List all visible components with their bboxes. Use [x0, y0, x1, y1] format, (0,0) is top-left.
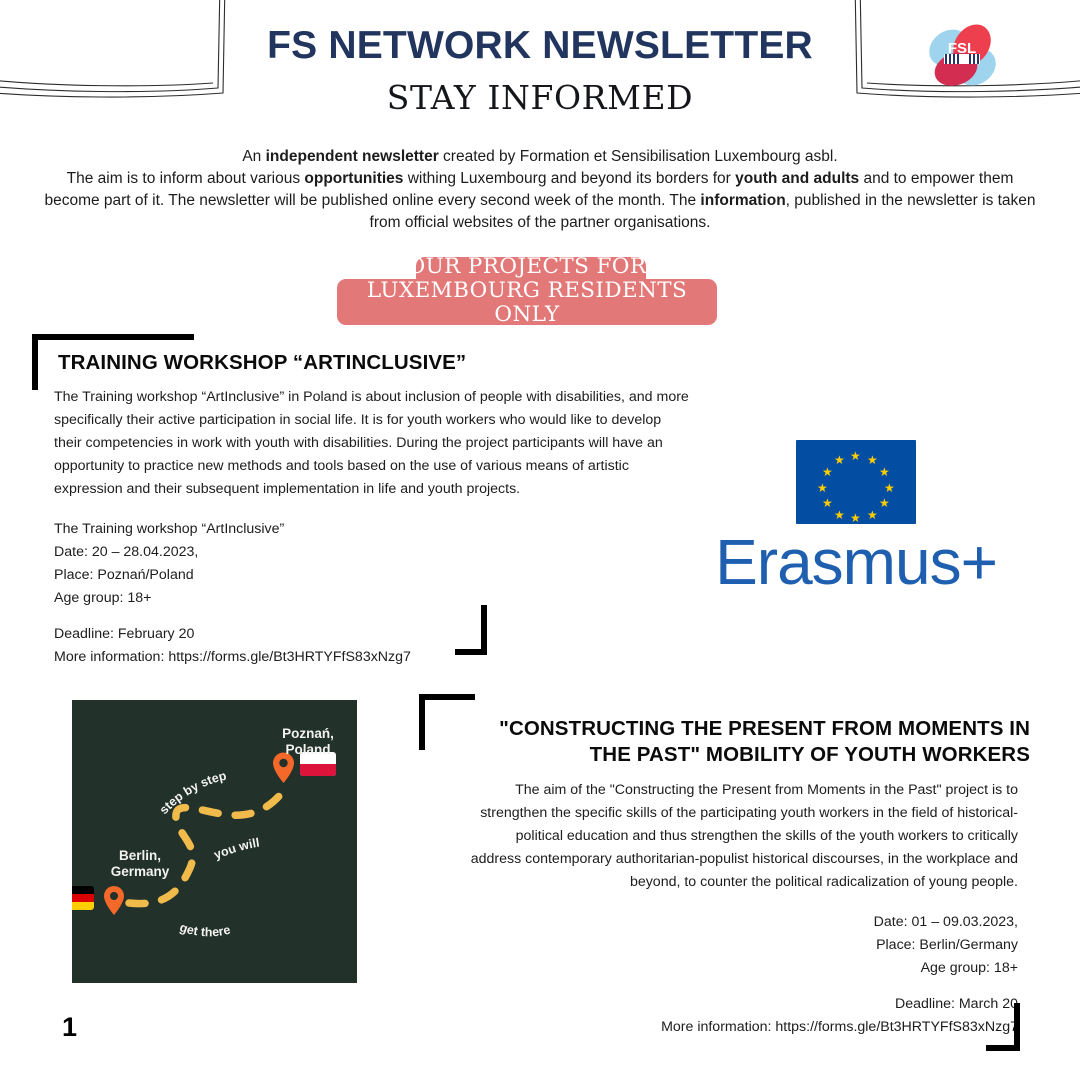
page-number: 1 [62, 1012, 78, 1042]
project1-detail-title: The Training workshop “ArtInclusive” [54, 521, 285, 537]
fsl-logo-text: FSL [947, 40, 977, 57]
masthead [0, 26, 1080, 117]
project2-heading [430, 716, 1030, 768]
map-label-you-will: you will [211, 835, 261, 863]
page-title: FS NETWORK NEWSLETTER [267, 24, 813, 67]
project1-bottom-bracket [455, 605, 487, 655]
erasmus-plus-logo [706, 440, 1006, 598]
project1-place: Place: Poznań/Poland [54, 567, 194, 583]
map-destination-label [262, 726, 354, 757]
map-label-get-there: get there [177, 920, 232, 940]
map-origin-line2: Germany [110, 863, 170, 879]
project2-heading-line2: THE PAST" MOBILITY OF YOUTH WORKERS [589, 742, 1030, 766]
page-subtitle: STAY INFORMED [386, 77, 694, 117]
intro-line1-suffix: created by Formation et Sensibilisation Luxembourg asbl. [438, 148, 838, 165]
project2-heading-line1: "CONSTRUCTING THE PRESENT FROM MOMENTS IN [499, 717, 1030, 740]
project2-more-info[interactable]: More information: https://forms.gle/Bt3HRTYFfS83xNzg7 [661, 1019, 1018, 1035]
svg-text:you will [212, 836, 260, 862]
map-label-step-by-step: step by step [156, 768, 228, 817]
project2-age: Age group: 18+ [920, 960, 1018, 976]
spacer [54, 610, 514, 623]
intro-paragraph [40, 146, 1040, 234]
intro-emphasis-information: information [700, 192, 786, 209]
intro-line2-suffix: , published in the newsletter is taken from official websites of the partner organisations. [369, 192, 1036, 231]
map-destination-line2: Poland [285, 741, 331, 757]
intro-line2-prefix: The aim is to inform about various [66, 170, 305, 187]
intro-emphasis-opportunities: opportunities [304, 170, 404, 187]
banner-line-2: LUXEMBOURG RESIDENTS ONLY [366, 277, 688, 328]
project1-paragraph: The Training workshop “ArtInclusive” in Poland is about inclusion of people with disabilities, and more specifically their active participation in social life. It is for youth workers who would like to develop their competencies in work with youth with disabilities. During the project participants will have an opportunity to practice new methods and tools based on the use of various means of artistic expression and their subsequent implementation in life and youth projects. [54, 389, 689, 497]
project2-place: Place: Berlin/Germany [876, 937, 1018, 953]
intro-line2-mid2: and to empower them become part of it. The newsletter will be published online every second week of the month. The [44, 170, 1014, 209]
map-destination-line1: Poznań, [282, 726, 334, 741]
map-origin-line1: Berlin, [118, 848, 161, 863]
page-bottom-bracket [986, 1003, 1020, 1051]
projects-banner [337, 253, 717, 328]
route-map-image [72, 700, 357, 983]
erasmus-wordmark: Erasmus+ [715, 526, 997, 598]
intro-line2-mid1: withing Luxembourg and beyond its borders for [403, 170, 736, 187]
project1-more-info[interactable]: More information: https://forms.gle/Bt3HRTYFfS83xNzg7 [54, 649, 411, 665]
project2-details [566, 911, 1018, 1039]
banner-line-1: OUR PROJECTS FOR [407, 253, 647, 279]
germany-flag-icon [72, 886, 94, 910]
project1-heading: TRAINING WORKSHOP “ARTINCLUSIVE” [58, 351, 467, 374]
spacer [566, 980, 1018, 993]
intro-emphasis-newsletter: independent newsletter [265, 148, 439, 165]
intro-emphasis-youth: youth and adults [735, 170, 860, 187]
eu-flag-icon: ★ ★ ★ ★ ★ ★ ★ ★ ★ ★ ★ ★ [796, 440, 916, 524]
project2-paragraph: The aim of the "Constructing the Present from Moments in the Past" project is to strengthen the specific skills of the participating youth workers in the field of historical-political education and thus strengthen the skills of the youth workers to critically address contemporary authoritarian-populist historical discourses, in the workplace and beyond, to counter the political radicalization of young people. [470, 782, 1018, 890]
svg-text:get there [178, 920, 232, 939]
pin-berlin-icon [104, 886, 124, 915]
map-origin-label [92, 848, 188, 879]
project1-date: Date: 20 – 28.04.2023, [54, 544, 199, 560]
intro-line1-prefix: An [242, 148, 266, 165]
project2-deadline: Deadline: March 20 [894, 996, 1018, 1012]
project2-date: Date: 01 – 09.03.2023, [873, 914, 1018, 930]
project1-details [54, 518, 514, 669]
project1-age: Age group: 18+ [54, 590, 152, 606]
project1-deadline: Deadline: February 20 [54, 626, 195, 642]
